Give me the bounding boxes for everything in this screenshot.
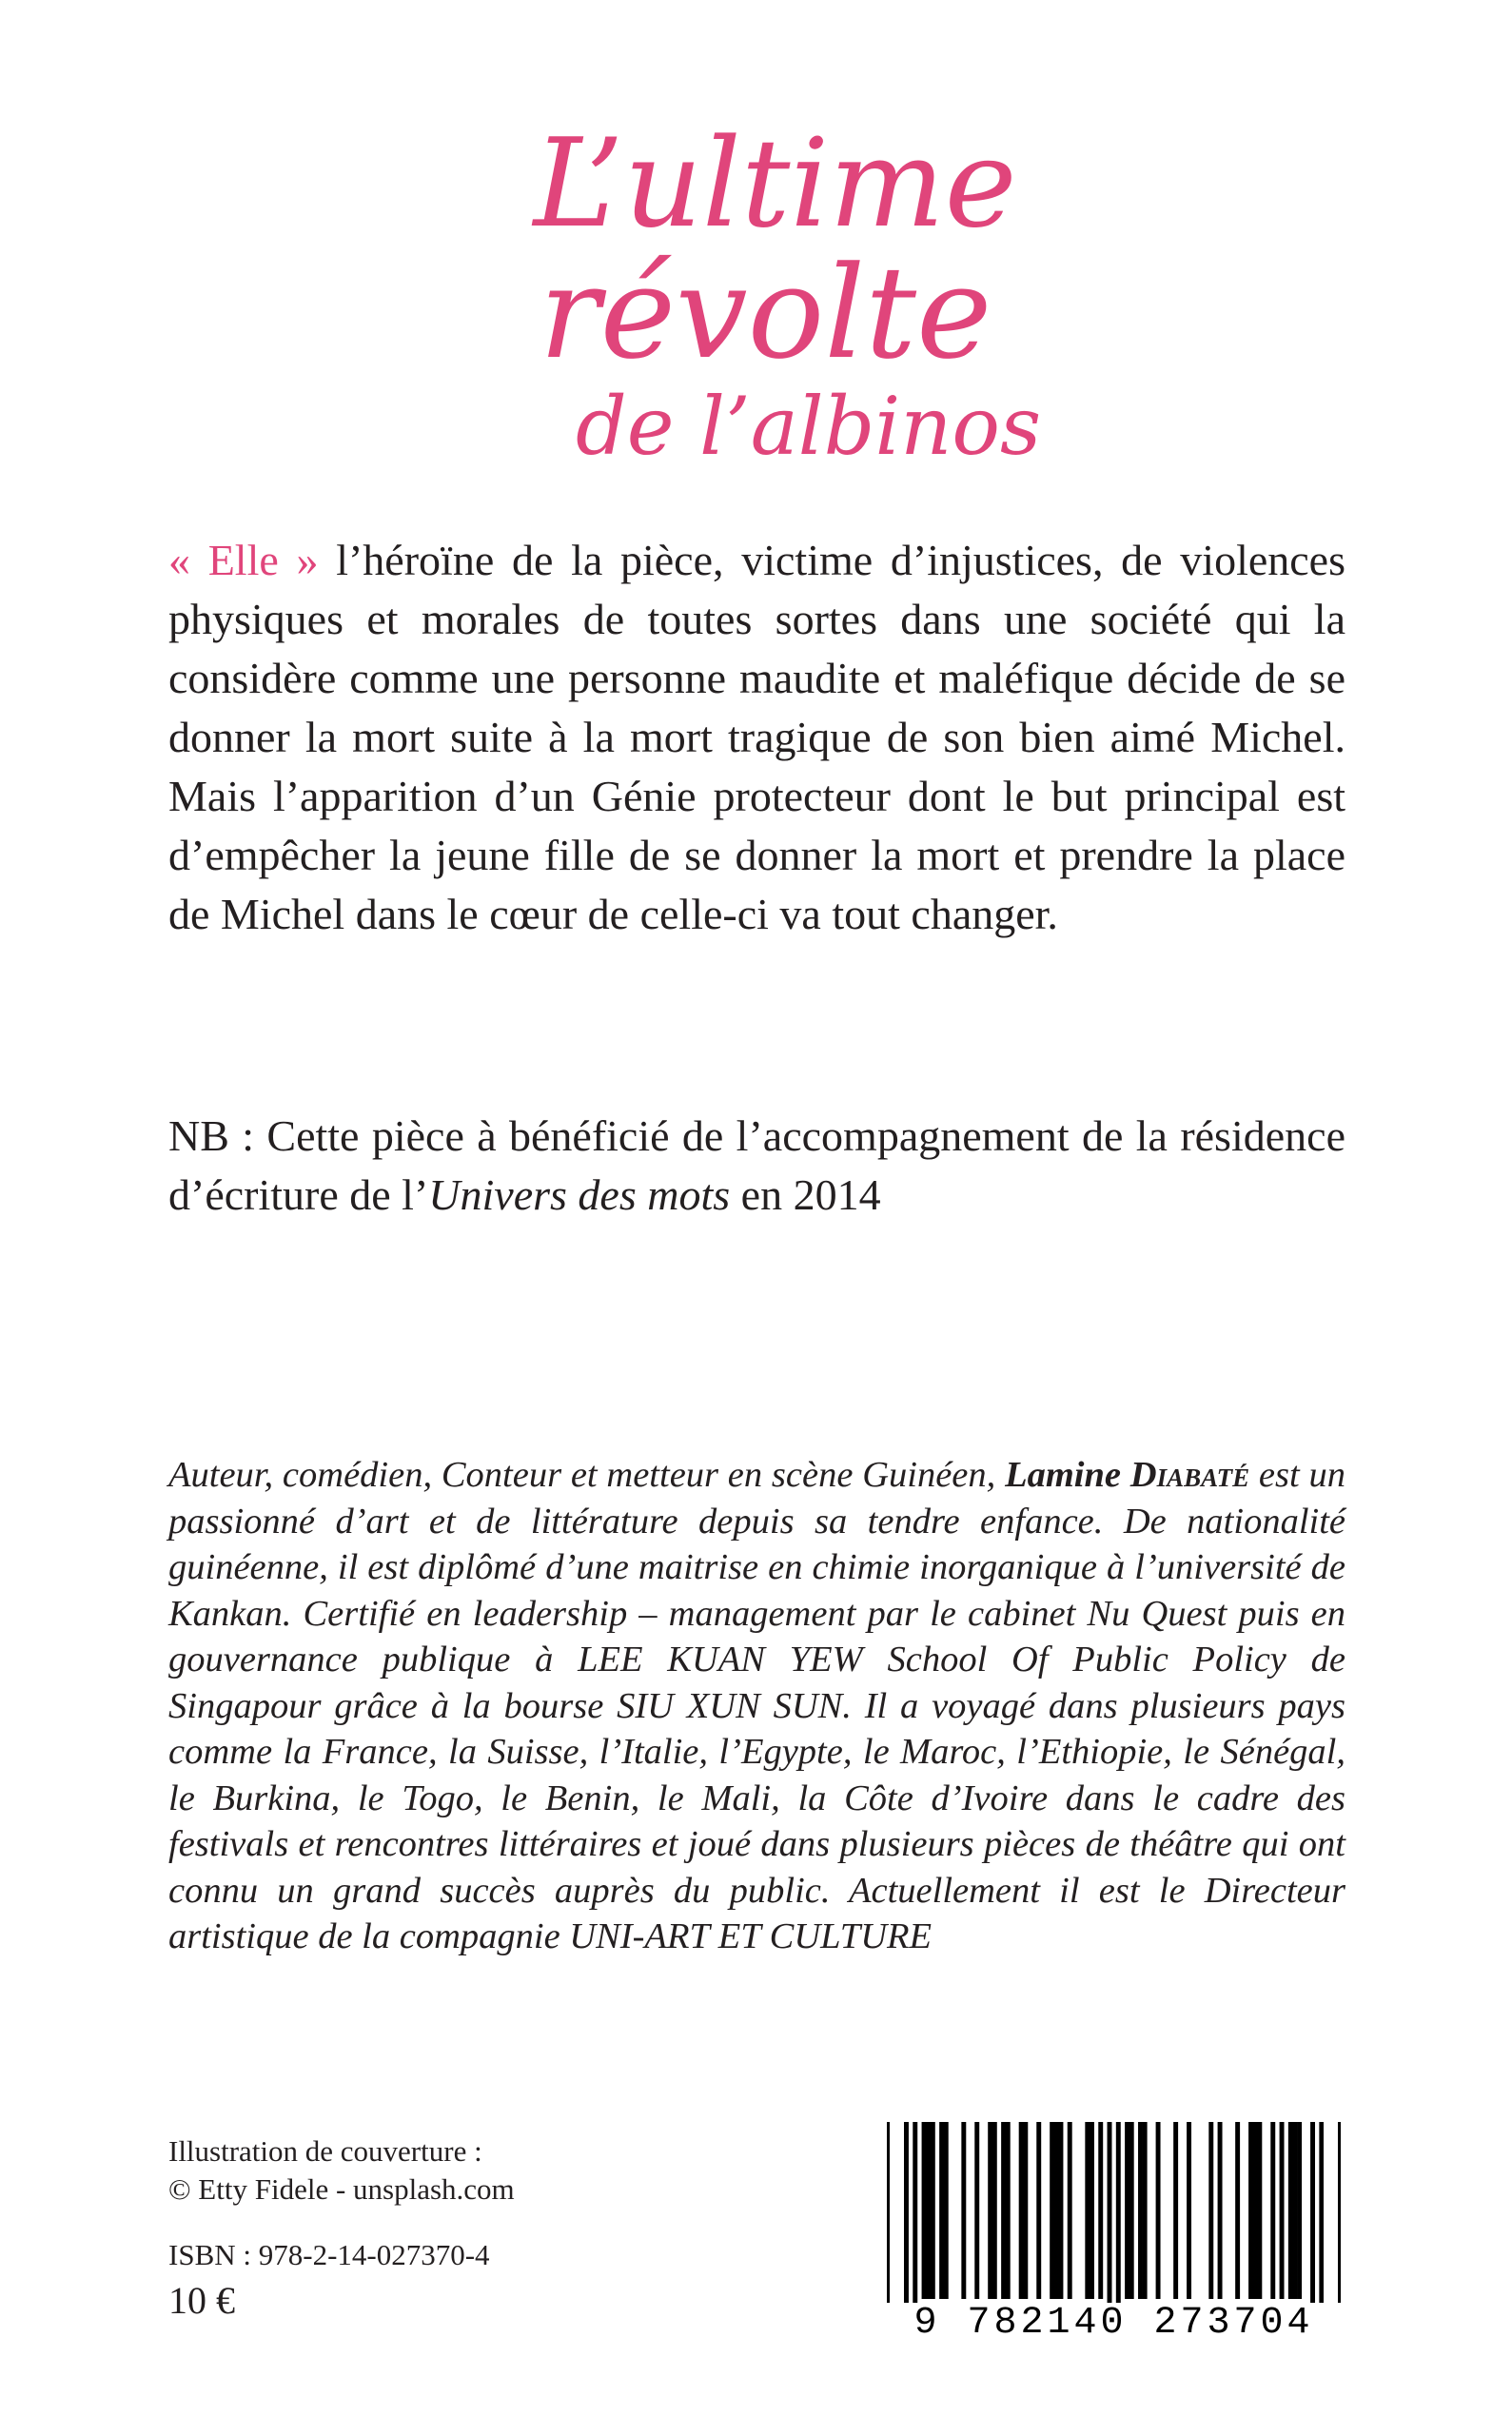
nb-text-after: en 2014 — [730, 1170, 881, 1219]
barcode-bar — [1187, 2122, 1191, 2299]
barcode-bar — [1090, 2122, 1094, 2299]
barcode-bar — [988, 2122, 992, 2299]
credits-label: Illustration de couverture : — [168, 2134, 482, 2168]
title-line-1: L’ultime — [533, 113, 1017, 255]
barcode-bar — [1019, 2122, 1024, 2299]
summary-paragraph — [168, 531, 1345, 944]
author-last-name: Diabaté — [1129, 1455, 1250, 1495]
barcode-bar — [1253, 2122, 1258, 2299]
barcode-bar — [1138, 2122, 1143, 2299]
barcode-bar — [922, 2122, 927, 2299]
barcode-bar — [1054, 2122, 1059, 2299]
barcode-bar — [1248, 2122, 1253, 2299]
credits-value: © Etty Fidele - unsplash.com — [168, 2172, 515, 2206]
barcode-bar — [1218, 2122, 1223, 2299]
barcode-bar — [1235, 2122, 1240, 2299]
author-bio — [168, 1452, 1345, 1960]
barcode-bar — [1036, 2122, 1041, 2299]
author-first-name: Lamine — [1005, 1455, 1130, 1495]
barcode-bar — [1280, 2122, 1285, 2299]
barcode-bar — [1098, 2122, 1103, 2299]
cover-credits — [168, 2132, 515, 2209]
barcode-bars — [904, 2122, 1324, 2312]
barcode-bar — [1085, 2122, 1090, 2299]
title-line-3: de l’albinos — [575, 380, 1042, 473]
barcode-bar — [1297, 2122, 1302, 2299]
barcode-bar — [1006, 2122, 1011, 2299]
barcode-digits: 9 782140 273704 — [887, 2303, 1341, 2345]
barcode-bar — [1319, 2122, 1324, 2312]
barcode-bar — [904, 2122, 909, 2312]
price: 10 € — [168, 2279, 235, 2322]
barcode-bar — [1125, 2122, 1129, 2299]
barcode-bar — [992, 2122, 997, 2299]
isbn: ISBN : 978-2-14-027370-4 — [168, 2238, 490, 2271]
barcode-bar — [1173, 2122, 1178, 2299]
barcode-bar — [1288, 2122, 1293, 2299]
nb-note — [168, 1107, 1345, 1225]
barcode-bar — [944, 2122, 949, 2299]
barcode-bar — [961, 2122, 966, 2299]
summary-text: l’héroïne de la pièce, victime d’injustices, de violences physiques et morales de toutes sortes dans une société qui la considère comme une personne maudite et maléfique décide de se donner la mort suite à la mort tragique de son bien aimé Michel. Mais l’apparition d’un Génie protecteur dont le but principal est d’empêcher la jeune fille de se donner la mort et prendre la place de Michel dans le cœur de celle-ci va tout changer. — [168, 536, 1346, 938]
bio-body: est un passionné d’art et de littérature depuis sa tendre enfance. De nationalité guinéenne, il est diplômé d’une maitrise en chimie inorganique à l’université de Kankan. Certifié en leadership – management par le cabinet Nu Quest puis en gouvernance publique à LEE KUAN YEW School Of Public Policy de Singapour grâce à la bourse SIU XUN SUN. Il a voyagé dans plusieurs pays comme la France, la Suisse, l’Italie, l’Egypte, le Maroc, l’Ethiopie, le Sénégal, le Burkina, le Togo, le Benin, le Mali, la Côte d’Ivoire dans le cadre des festivals et rencontres littéraires et joué dans plusieurs pièces de théâtre qui ont connu un grand succès auprès du public. Actuellement il est le Directeur artistique de la compagnie UNI-ART ET CULTURE — [168, 1455, 1345, 1956]
barcode-bar — [1293, 2122, 1298, 2299]
barcode-bar — [931, 2122, 935, 2299]
barcode — [887, 2122, 1341, 2345]
barcode-bar — [1208, 2122, 1213, 2299]
barcode-bar — [939, 2122, 944, 2299]
book-title — [0, 113, 1512, 473]
summary-highlight: « Elle » — [168, 536, 319, 584]
barcode-bar — [1143, 2122, 1148, 2299]
barcode-bar — [1058, 2122, 1063, 2299]
barcode-bar — [1050, 2122, 1054, 2299]
barcode-bar — [974, 2122, 979, 2299]
barcode-bar — [1310, 2122, 1315, 2312]
barcode-bar — [1257, 2122, 1262, 2299]
barcode-bar — [1270, 2122, 1275, 2299]
barcode-bar — [1156, 2122, 1161, 2299]
barcode-bar — [926, 2122, 931, 2299]
barcode-bar — [1129, 2122, 1134, 2299]
barcode-bar — [913, 2122, 917, 2312]
nb-text-before: NB : Cette pièce à bénéficié de l’accompagnement de la résidence d’écriture de l’ — [168, 1111, 1345, 1219]
barcode-bar — [1068, 2122, 1072, 2299]
bio-intro: Auteur, comédien, Conteur et metteur en scène Guinéen, — [168, 1455, 1006, 1495]
barcode-bar — [1108, 2122, 1112, 2312]
barcode-bar — [1116, 2122, 1121, 2312]
barcode-bar — [1023, 2122, 1028, 2299]
title-line-2: révolte — [539, 239, 992, 387]
barcode-bar — [1001, 2122, 1006, 2299]
nb-italic: Univers des mots — [428, 1170, 731, 1219]
